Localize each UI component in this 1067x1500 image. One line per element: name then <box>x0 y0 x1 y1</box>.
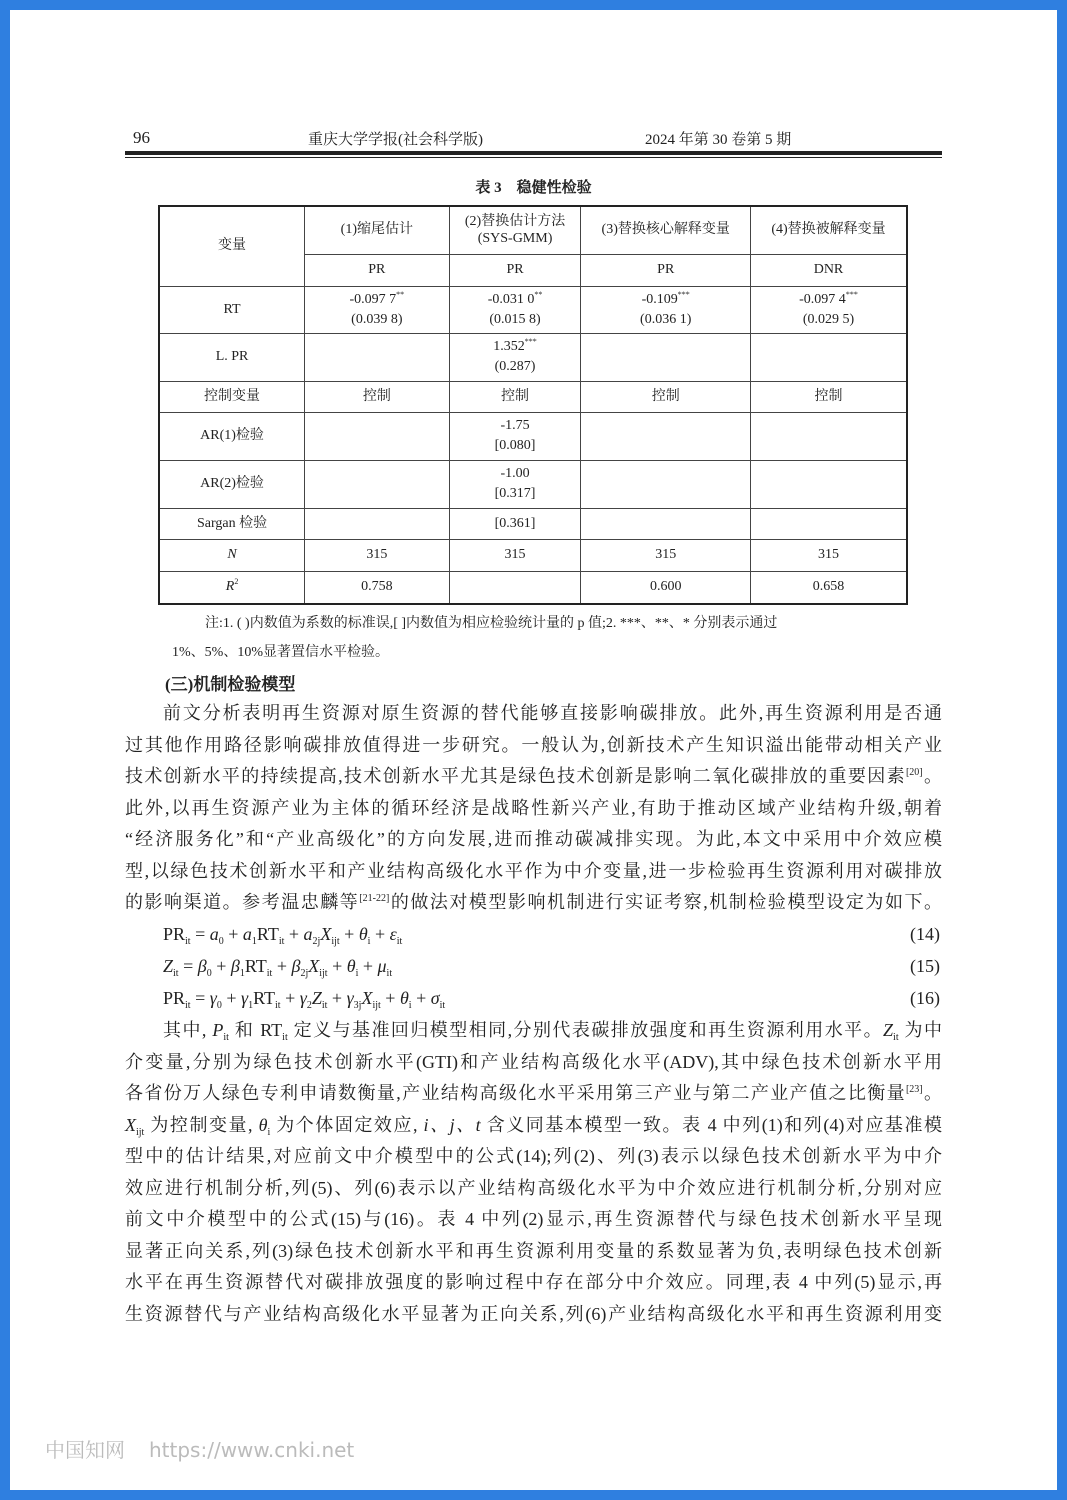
text-run: -1.75 <box>500 418 530 433</box>
text-line <box>125 1113 942 1137</box>
table-cell <box>449 508 581 539</box>
superscript: 2 <box>234 577 239 587</box>
text-run: Sargan 检验 <box>196 515 268 531</box>
subscript: it <box>185 936 191 947</box>
row-label <box>159 286 305 333</box>
text-run: θ <box>258 1114 268 1135</box>
text-run: σ <box>430 988 440 1008</box>
cell-line <box>450 544 581 566</box>
text-run: -0.031 0 <box>487 291 535 307</box>
dep-var: PR <box>305 254 450 286</box>
cell-line <box>450 386 581 408</box>
text-run: 的影响渠道。参考温忠麟等 <box>125 892 360 912</box>
cell-line <box>751 576 906 598</box>
text-run: 控制 <box>362 388 391 404</box>
subscript: ijt <box>319 968 328 979</box>
table-cell <box>581 412 751 460</box>
text-line <box>125 733 942 757</box>
text-run: 生资源替代与产业结构高级化水平显著为正向关系,列(6)产业结构高级化水平和再生资源利用变 <box>125 1303 942 1324</box>
text-run: a <box>303 924 313 944</box>
col-header: (3)替换核心解释变量 <box>581 206 751 254</box>
subscript: it <box>275 1000 281 1011</box>
col-header: (4)替换被解释变量 <box>750 206 907 254</box>
cell-line <box>305 576 449 598</box>
text-run: + <box>327 956 347 976</box>
subscript: it <box>386 968 393 979</box>
table-cell <box>449 381 581 412</box>
text-line <box>125 1176 942 1200</box>
cell-line <box>581 290 750 310</box>
citation: [20] <box>905 767 923 778</box>
text-run: + <box>280 988 300 1008</box>
text-line <box>125 890 942 914</box>
text-run: 315 <box>817 547 839 562</box>
dep-var: DNR <box>750 254 907 286</box>
text-run: + <box>411 988 431 1008</box>
row-label <box>159 412 305 460</box>
text-run: 前文中介模型中的公式(15)与(16)。表 4 中列(2)显示,再生资源替代与绿色技术创新水平呈现 <box>125 1209 942 1229</box>
subscript: 2j <box>300 968 309 979</box>
text-run: (0.015 8) <box>489 311 541 327</box>
text-run: Z <box>311 988 322 1008</box>
text-run: 为个体固定效应, <box>270 1114 424 1135</box>
text-run: 的做法对模型影响机制进行实证考察,机制检验模型设定为如下。 <box>389 892 943 912</box>
table-cell <box>581 286 751 333</box>
text-run: AR(2)检验 <box>200 476 264 491</box>
table-cell <box>581 539 751 571</box>
cell-line <box>450 513 581 535</box>
subscript: 1 <box>248 1000 254 1011</box>
text-line <box>125 827 942 851</box>
table-cell <box>305 286 450 333</box>
text-run: 315 <box>366 547 388 562</box>
text-run: “经济服务化”和“产业高级化”的方向发展,进而推动碳减排实现。为此,本文中采用中介效应模 <box>125 829 942 849</box>
cell-line <box>450 290 581 310</box>
watermark-brand: 中国知网 <box>45 1438 125 1462</box>
subscript: it <box>396 936 403 947</box>
subscript: it <box>173 968 179 979</box>
table-note: 1%、5%、10%显著置信水平检验。 <box>172 645 389 660</box>
text-run: (0.287) <box>494 359 536 374</box>
text-run: 为控制变量, <box>144 1114 259 1135</box>
text-run: a <box>242 924 252 944</box>
table-row <box>159 571 907 604</box>
row-label <box>159 460 305 508</box>
text-run: γ <box>299 988 307 1008</box>
subscript: it <box>278 936 285 947</box>
robustness-table <box>158 205 908 605</box>
table-row <box>159 333 907 381</box>
table-row <box>159 286 907 333</box>
text-run: + <box>223 924 243 944</box>
text-run: 为中 <box>898 1020 943 1040</box>
text-run: 过其他作用路径影响碳排放值得进一步研究。一般认为,创新技术产生知识溢出能带动相关产业 <box>125 734 942 755</box>
cell-line <box>581 310 750 330</box>
text-run: + <box>211 956 231 976</box>
text-run: 其中, <box>163 1020 213 1040</box>
text-run: 型,以绿色技术创新水平和产业结构高级化水平作为中介变量,进一步检验再生资源利用对碳排放 <box>125 860 942 881</box>
row-label <box>159 508 305 539</box>
table-note: 注:1. ( )内数值为系数的标准误,[ ]内数值为相应检验统计量的 p 值;2. ***、**、* 分别表示通过 <box>205 616 778 631</box>
text-run: -0.097 7 <box>349 291 397 307</box>
table-cell <box>581 333 751 381</box>
text-run: + <box>358 956 378 976</box>
table-cell <box>750 539 907 571</box>
subscript: i <box>408 1000 412 1011</box>
table-cell <box>449 412 581 460</box>
text-run: [0.361] <box>494 515 536 531</box>
text-run: 0.658 <box>812 579 845 595</box>
superscript: *** <box>524 337 537 346</box>
text-line <box>125 764 942 788</box>
watermark-url: https://www.cnki.net <box>149 1438 355 1462</box>
subscript: ijt <box>372 1000 381 1011</box>
subscript: it <box>321 1000 328 1011</box>
table-cell <box>750 412 907 460</box>
text-run: = <box>190 924 210 944</box>
row-label <box>159 333 305 381</box>
subscript: 1 <box>239 968 245 979</box>
text-run: 控制 <box>814 388 843 404</box>
text-run: RT <box>253 988 276 1008</box>
citation: [23] <box>905 1084 923 1095</box>
text-run: θ <box>399 988 409 1008</box>
text-run: = <box>178 956 198 976</box>
subscript: it <box>185 1000 191 1011</box>
cell-line <box>450 484 581 504</box>
page-number: 96 <box>133 128 150 147</box>
text-run: + <box>370 924 390 944</box>
text-line <box>125 859 942 883</box>
equation-number: (14) <box>910 924 940 944</box>
text-run: β <box>197 956 207 976</box>
text-run: θ <box>358 924 368 944</box>
equation <box>163 922 402 946</box>
text-run: -0.109 <box>641 291 678 307</box>
text-run: 控制变量 <box>204 388 261 404</box>
cell-line <box>751 386 906 408</box>
text-run: 。 <box>922 766 943 786</box>
table-cell <box>449 333 581 381</box>
text-run: (0.039 8) <box>351 311 403 327</box>
text-run: AR(1)检验 <box>200 428 264 443</box>
cell-line <box>751 544 906 566</box>
subscript: 0 <box>218 936 224 947</box>
text-run: γ <box>241 988 249 1008</box>
cell-line <box>581 544 750 566</box>
text-run: 315 <box>504 547 526 562</box>
subscript: it <box>439 1000 446 1011</box>
text-run: X <box>320 924 332 944</box>
subscript: i <box>367 936 371 947</box>
subscript: it <box>282 1032 288 1043</box>
cell-line <box>581 386 750 408</box>
col-header: (1)缩尾估计 <box>305 206 450 254</box>
text-run: PR <box>163 924 186 944</box>
col-header: (2)替换估计方法 (SYS-GMM) <box>449 206 581 254</box>
text-run: (0.036 1) <box>640 311 692 327</box>
cell-line <box>450 310 581 330</box>
text-run: 控制 <box>651 388 680 404</box>
text-run: ε <box>389 924 397 944</box>
text-run: 效应进行机制分析,列(5)、列(6)表示以产业结构高级化水平为中介效应进行机制分析,分别对应 <box>125 1177 942 1198</box>
text-run: RT <box>244 956 267 976</box>
text-run: 定义与基准回归模型相同,分别代表碳排放强度和再生资源利用水平。 <box>287 1020 884 1040</box>
cell-line <box>450 357 581 377</box>
text-line <box>125 1270 942 1294</box>
journal-title: 重庆大学学报(社会科学版) <box>308 132 483 148</box>
text-line <box>125 1050 942 1074</box>
text-run: Z <box>163 956 174 976</box>
text-run: 技术创新水平的持续提高,技术创新水平尤其是绿色技术创新是影响二氧化碳排放的重要因素 <box>125 766 906 786</box>
table-cell <box>449 539 581 571</box>
text-run: 介变量,分别为绿色技术创新水平(GTI)和产业结构高级化水平(ADV),其中绿色技术创新水平用 <box>125 1051 942 1072</box>
superscript: ** <box>396 289 405 299</box>
text-run: β <box>291 956 301 976</box>
row-label <box>159 539 305 571</box>
text-line <box>125 1081 942 1105</box>
table-cell <box>449 286 581 333</box>
table-row <box>159 539 907 571</box>
text-run: L. PR <box>215 349 249 364</box>
text-run: a <box>209 924 219 944</box>
issue-info: 2024 年第 30 卷第 5 期 <box>645 132 792 148</box>
equation <box>163 954 392 978</box>
text-run: 此外,以再生资源产业为主体的循环经济是战略性新兴产业,有助于推动区域产业结构升级,朝着 <box>125 797 942 818</box>
equation <box>163 986 445 1010</box>
text-run: γ <box>346 988 354 1008</box>
text-run: 显著正向关系,列(3)绿色技术创新水平和再生资源利用变量的系数显著为负,表明绿色技术创新 <box>125 1240 942 1261</box>
table-cell <box>750 571 907 604</box>
text-line <box>125 796 942 820</box>
table-cell <box>750 460 907 508</box>
text-run: Z <box>883 1020 894 1040</box>
subscript: i <box>355 968 359 979</box>
header-rule-thin <box>125 157 942 158</box>
text-run: + <box>221 988 241 1008</box>
table-cell <box>449 571 581 604</box>
text-run: RT <box>256 924 279 944</box>
table-cell <box>581 460 751 508</box>
text-run: P <box>212 1020 224 1040</box>
table-cell <box>305 460 450 508</box>
text-run: 和 RT <box>228 1020 283 1040</box>
cell-line <box>305 290 449 310</box>
text-run: X <box>308 956 320 976</box>
text-run: -1.00 <box>500 466 530 481</box>
table-cell <box>581 508 751 539</box>
text-line <box>163 701 942 725</box>
table-cell <box>305 333 450 381</box>
text-run: R <box>225 579 235 595</box>
row-label <box>159 381 305 412</box>
text-run: 前文分析表明再生资源对原生资源的替代能够直接影响碳排放。此外,再生资源利用是否通 <box>163 703 942 723</box>
text-run: RT <box>223 301 241 317</box>
subscript: 2 <box>306 1000 312 1011</box>
cnki-watermark <box>45 1434 378 1463</box>
text-run: N <box>227 547 237 562</box>
cell-line <box>305 386 449 408</box>
subscript: i <box>267 1126 271 1138</box>
text-run: 各省份万人绿色专利申请数衡量,产业结构高级化水平采用第三产业与第二产业产值之比衡量 <box>125 1083 906 1103</box>
subscript: 0 <box>216 1000 222 1011</box>
cell-line <box>751 290 906 310</box>
text-line <box>125 1207 942 1231</box>
cell-line <box>450 416 581 436</box>
dep-var: PR <box>449 254 581 286</box>
table-cell <box>581 381 751 412</box>
text-run: + <box>327 988 347 1008</box>
text-run: X <box>361 988 373 1008</box>
text-run: + <box>380 988 400 1008</box>
cell-line <box>305 310 449 330</box>
cell-line <box>581 576 750 598</box>
text-run: 含义同基本模型一致。表 4 中列(1)和列(4)对应基准模 <box>480 1114 942 1135</box>
table-row <box>159 508 907 539</box>
equation-number: (16) <box>910 988 940 1008</box>
text-run: 控制 <box>501 388 530 404</box>
text-run: i、j、t <box>423 1114 481 1135</box>
subscript: 3j <box>353 1000 362 1011</box>
text-run: = <box>190 988 210 1008</box>
text-run: 1.352 <box>493 339 525 354</box>
text-run: [0.080] <box>494 438 536 453</box>
cell-line <box>450 464 581 484</box>
subscript: it <box>223 1032 229 1043</box>
text-run: 0.600 <box>649 579 682 595</box>
table-cell <box>305 508 450 539</box>
table-cell <box>581 571 751 604</box>
text-run: -0.097 4 <box>799 291 846 307</box>
row-label <box>159 571 305 604</box>
subscript: ijt <box>136 1126 145 1138</box>
cell-line <box>305 544 449 566</box>
table-cell <box>750 381 907 412</box>
cell-line <box>450 436 581 456</box>
subscript: it <box>893 1032 899 1043</box>
text-line <box>125 1239 942 1263</box>
citation: [21-22] <box>359 893 390 904</box>
section-heading: (三)机制检验模型 <box>165 675 296 694</box>
equation-number: (15) <box>910 956 940 976</box>
subscript: 1 <box>251 936 257 947</box>
text-run: (0.029 5) <box>802 311 855 327</box>
text-run: θ <box>346 956 356 976</box>
subscript: 0 <box>206 968 212 979</box>
text-run: PR <box>163 988 186 1008</box>
superscript: ** <box>534 289 543 299</box>
text-line <box>125 1302 942 1326</box>
text-run: β <box>230 956 240 976</box>
table-row <box>159 381 907 412</box>
table-row <box>159 412 907 460</box>
subscript: it <box>266 968 273 979</box>
text-run: + <box>339 924 359 944</box>
table-cell <box>449 460 581 508</box>
table-cell <box>750 508 907 539</box>
text-run: + <box>284 924 304 944</box>
subscript: 2j <box>312 936 321 947</box>
text-run: 。 <box>922 1083 943 1103</box>
superscript: *** <box>845 289 858 299</box>
table-row <box>159 460 907 508</box>
subscript: ijt <box>331 936 340 947</box>
text-run: X <box>125 1114 136 1135</box>
table-cell <box>305 412 450 460</box>
text-run: 水平在再生资源替代对碳排放强度的影响过程中存在部分中介效应。同理,表 4 中列(5)显示,再 <box>125 1272 942 1292</box>
header-rule-thick <box>125 151 942 155</box>
text-run: 0.758 <box>361 579 393 595</box>
table-cell <box>305 539 450 571</box>
text-run: 型中的估计结果,对应前文中介模型中的公式(14);列(2)、列(3)表示以绿色技术创新水平为中介 <box>125 1146 942 1166</box>
text-run: 315 <box>655 547 677 562</box>
text-line <box>125 1144 942 1168</box>
table-cell <box>750 286 907 333</box>
text-run: γ <box>209 988 217 1008</box>
cell-line <box>450 337 581 357</box>
text-run: μ <box>377 956 387 976</box>
table-cell <box>305 381 450 412</box>
table-cell <box>750 333 907 381</box>
text-line <box>163 1018 942 1042</box>
table-caption: 表 3 稳健性检验 <box>475 180 592 196</box>
variable-header: 变量 <box>159 206 305 286</box>
dep-var: PR <box>581 254 751 286</box>
table-cell <box>305 571 450 604</box>
text-run: [0.317] <box>494 486 536 501</box>
text-run: + <box>272 956 292 976</box>
superscript: *** <box>677 289 690 299</box>
cell-line <box>751 310 906 330</box>
